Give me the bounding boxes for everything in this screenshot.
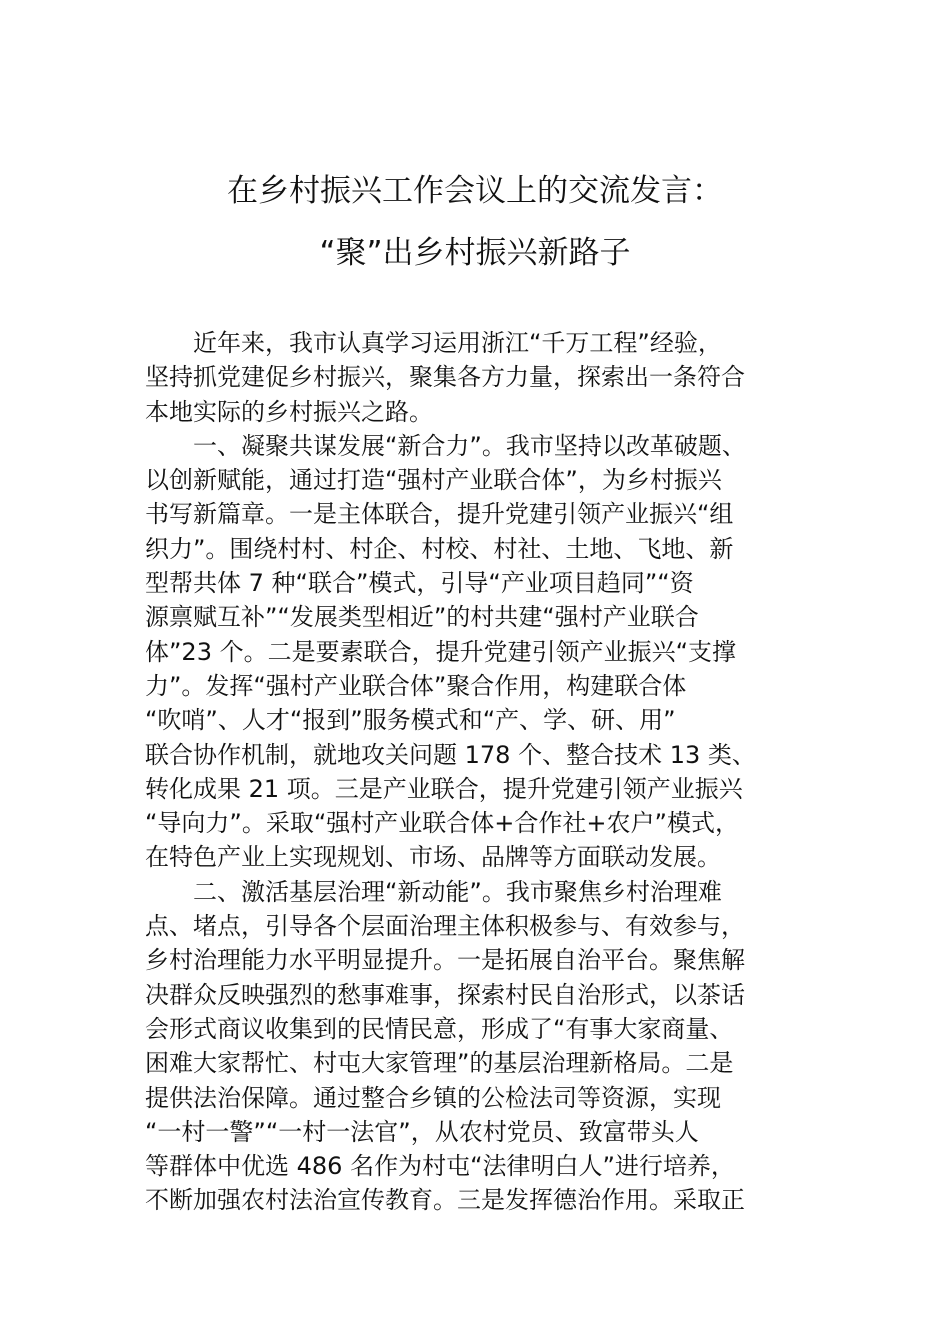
body-line: 点、堵点，引导各个层面治理主体积极参与、有效参与，	[145, 912, 745, 941]
body-line: “导向力”。采取“强村产业联合体+合作社+农户”模式，	[145, 809, 739, 838]
body-line: 会形式商议收集到的民情民意，形成了“有事大家商量、	[145, 1014, 734, 1043]
body-line: 不断加强农村法治宣传教育。三是发挥德治作用。采取正	[145, 1186, 745, 1215]
body-line: 转化成果 21 项。三是产业联合，提升党建引领产业振兴	[145, 774, 743, 803]
body-line: 近年来，我市认真学习运用浙江“千万工程”经验，	[145, 329, 722, 357]
body-line: 体”23 个。二是要素联合，提升党建引领产业振兴“支撑	[145, 637, 737, 666]
body-line: 源禀赋互补”“发展类型相近”的村共建“强村产业联合	[145, 603, 699, 632]
document-title	[0, 160, 950, 284]
body-line: “一村一警”“一村一法官”，从农村党员、致富带头人	[145, 1117, 699, 1146]
body-line: 提供法治保障。通过整合乡镇的公检法司等资源，实现	[145, 1083, 721, 1112]
title-line-1: 在乡村振兴工作会议上的交流发言：	[227, 173, 723, 209]
body-line: “吹哨”、人才“报到”服务模式和“产、学、研、用”	[145, 706, 676, 735]
body-line: 困难大家帮忙、村屯大家管理”的基层治理新格局。二是	[145, 1049, 734, 1078]
body-line: 坚持抓党建促乡村振兴，聚集各方力量，探索出一条符合	[145, 363, 745, 392]
body-line: 决群众反映强烈的愁事难事，探索村民自治形式，以茶话	[145, 980, 745, 1009]
body-line: 本地实际的乡村振兴之路。	[145, 397, 433, 426]
body-line: 力”。发挥“强村产业联合体”聚合作用，构建联合体	[145, 671, 687, 700]
document-body	[145, 326, 810, 1218]
body-line: 书写新篇章。一是主体联合，提升党建引领产业振兴“组	[145, 500, 734, 529]
body-line: 等群体中优选 486 名作为村屯“法律明白人”进行培养，	[145, 1152, 735, 1181]
body-line: 型帮共体 7 种“联合”模式，引导“产业项目趋同”“资	[145, 569, 694, 598]
body-line: 一、凝聚共谋发展“新合力”。我市坚持以改革破题、	[145, 431, 746, 460]
body-line: 织力”。围绕村村、村企、村校、村社、土地、飞地、新	[145, 534, 734, 563]
title-line-2: “聚”出乡村振兴新路子	[319, 235, 631, 271]
body-line: 在特色产业上实现规划、市场、品牌等方面联动发展。	[145, 843, 721, 872]
body-line: 联合协作机制，就地攻关问题 178 个、整合技术 13 类、	[145, 740, 756, 769]
body-line: 以创新赋能，通过打造“强村产业联合体”，为乡村振兴	[145, 466, 722, 495]
body-line: 乡村治理能力水平明显提升。一是拓展自治平台。聚焦解	[145, 946, 745, 975]
body-line: 二、激活基层治理“新动能”。我市聚焦乡村治理难	[145, 877, 722, 906]
